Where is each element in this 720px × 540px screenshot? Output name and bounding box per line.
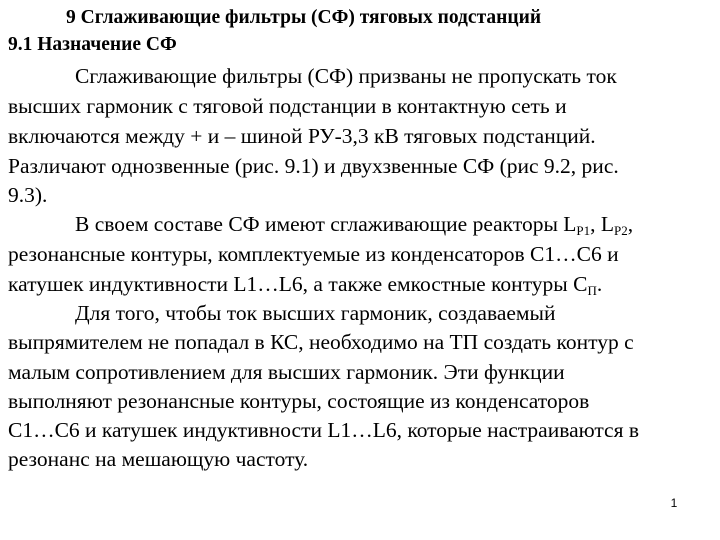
page-number: 1 [670, 496, 678, 510]
text-line: 9.3). [8, 183, 48, 207]
text-line: резонансные контуры, комплектуемые из конденсаторов С1…С6 и [8, 242, 619, 266]
text-run: , [627, 212, 634, 236]
text-run: В своем составе СФ имеют сглаживающие реакторы L [75, 212, 577, 236]
text-line: резонанс на мешающую частоту. [8, 447, 309, 471]
text-line: высших гармоник с тяговой подстанции в контактную сеть и [8, 94, 567, 118]
capacitor-subscript: П [587, 283, 597, 298]
text-line: Сглаживающие фильтры (СФ) призваны не пропускать ток [75, 64, 617, 88]
reactor-subscript: P1 [576, 223, 591, 238]
text-line: Различают однозвенные (рис. 9.1) и двухзвенные СФ (рис 9.2, рис. [8, 154, 619, 178]
text-line [75, 212, 633, 236]
text-line: малым сопротивлением для высших гармоник. Эти функции [8, 360, 565, 384]
text-line [8, 272, 602, 296]
section-title: 9.1 Назначение СФ [8, 34, 177, 55]
text-line: Для того, чтобы ток высших гармоник, создаваемый [75, 301, 556, 325]
text-line: С1…С6 и катушек индуктивности L1…L6, которые настраиваются в [8, 418, 640, 442]
reactor-subscript: P2 [614, 223, 628, 238]
text-run: , L [590, 212, 615, 236]
text-line: выполняют резонансные контуры, состоящие из конденсаторов [8, 389, 590, 413]
text-line: выпрямителем не попадал в КС, необходимо на ТП создать контур с [8, 330, 634, 354]
text-run: катушек индуктивности L1…L6, а также емкостные контуры С [8, 272, 588, 296]
text-run: . [596, 272, 603, 296]
text-line: включаются между + и – шиной РУ-3,3 кВ тяговых подстанций. [8, 124, 596, 148]
slide-title: 9 Сглаживающие фильтры (СФ) тяговых подстанций [66, 7, 542, 28]
